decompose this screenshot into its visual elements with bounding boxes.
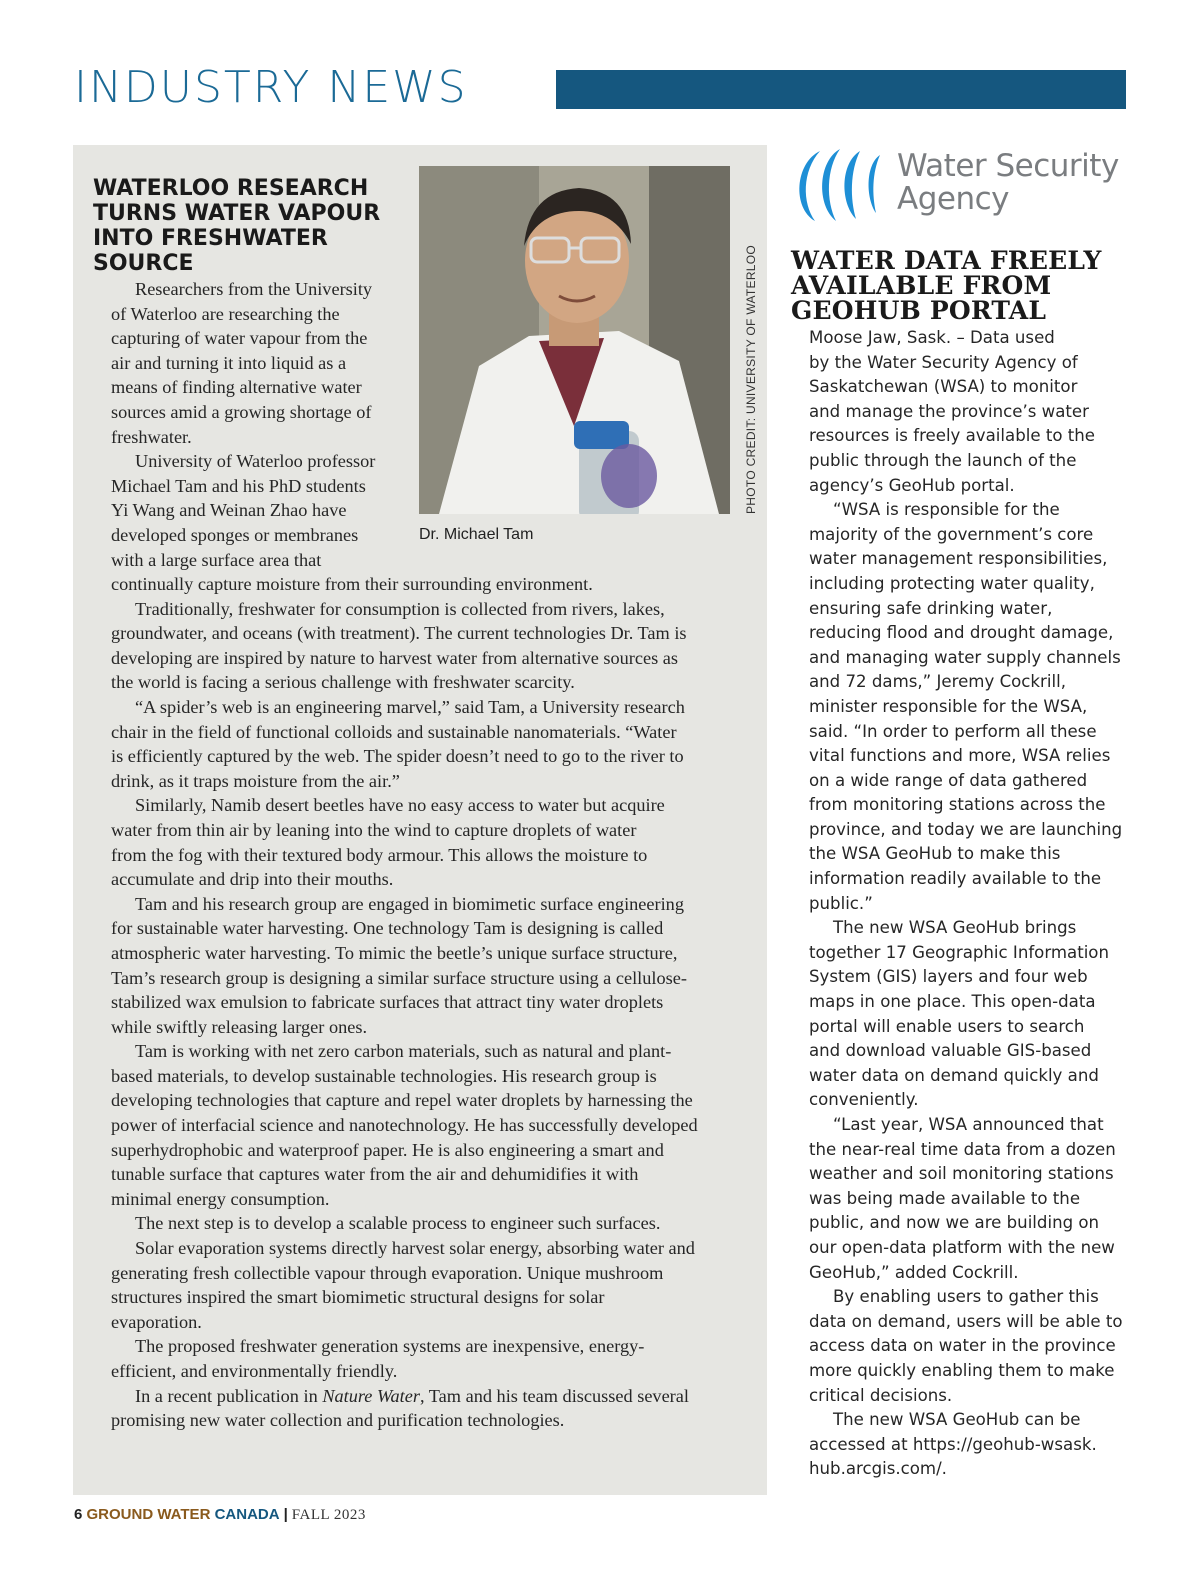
body-line: and download valuable GIS-based [809, 1041, 1092, 1061]
body-line: promising new water collection and purification technologies. [111, 1410, 565, 1431]
photo-illustration [419, 166, 730, 514]
body-line: hub.arcgis.com/. [809, 1459, 947, 1479]
magazine-brand-part2: CANADA [214, 1506, 280, 1523]
body-line: conveniently. [809, 1090, 919, 1110]
left-article-body-text [111, 572, 756, 1433]
last-para-before: In a recent publication in [135, 1385, 323, 1406]
body-line: said. “In order to perform all these [809, 721, 1097, 741]
body-line: water from thin air by leaning into the wind to capture droplets of water [111, 819, 637, 840]
body-line: developing are inspired by nature to harvest water from alternative sources as [111, 647, 679, 668]
body-line: means of finding alternative water [111, 377, 362, 398]
body-line: “Last year, WSA announced that [833, 1115, 1104, 1134]
body-line: continually capture moisture from their surrounding environment. [111, 574, 593, 594]
body-line: on a wide range of data gathered [809, 770, 1088, 790]
publication-name: Nature Water [322, 1385, 420, 1406]
body-line: agency’s GeoHub portal. [809, 475, 1015, 495]
body-line: was being made available to the [809, 1188, 1081, 1208]
body-line: of Waterloo are researching the [111, 303, 340, 324]
last-para-after: , Tam and his team discussed several [419, 1385, 689, 1406]
body-line: By enabling users to gather this [833, 1287, 1099, 1307]
body-line: water data on demand quickly and [809, 1065, 1099, 1085]
body-line: Traditionally, freshwater for consumption is collected from rivers, lakes, [135, 598, 665, 619]
body-line: minimal energy consumption. [111, 1188, 330, 1209]
wsa-logo-icon [790, 143, 900, 228]
body-line: is efficiently captured by the web. The spider doesn’t need to go to the river to [111, 746, 684, 767]
wsa-logo-line: Water Security [897, 148, 1119, 184]
body-line: with a large surface area that [111, 549, 322, 570]
body-line: air and turning it into liquid as a [111, 352, 347, 373]
body-line: atmospheric water harvesting. To mimic the beetle’s unique surface structure, [111, 942, 678, 963]
body-line: groundwater, and oceans (with treatment). The current technologies Dr. Tam is [111, 623, 687, 644]
body-line: information readily available to the [809, 869, 1102, 889]
body-line: Tam is working with net zero carbon materials, such as natural and plant- [135, 1041, 672, 1062]
body-line: capturing of water vapour from the [111, 328, 368, 349]
body-line: power of interfacial science and nanotechnology. He has successfully developed [111, 1115, 698, 1136]
body-line: data on demand, users will be able to [809, 1311, 1123, 1331]
body-line: minister responsible for the WSA, [809, 696, 1088, 716]
body-line: reducing flood and drought damage, [809, 623, 1114, 643]
body-line: freshwater. [111, 426, 192, 447]
body-line: together 17 Geographic Information [809, 942, 1109, 962]
body-line: while swiftly releasing larger ones. [111, 1016, 368, 1037]
left-article-headline: WATERLOO RESEARCH TURNS WATER VAPOUR INTO FRESHWATER SOURCE [93, 176, 381, 276]
body-line: System (GIS) layers and four web [809, 967, 1088, 987]
left-article-intro-text [111, 277, 411, 572]
body-line: evaporation. [111, 1311, 202, 1332]
body-line: resources is freely available to the [809, 426, 1095, 446]
body-line: portal will enable users to search [809, 1016, 1085, 1036]
body-line: access data on water in the province [809, 1336, 1116, 1356]
body-line: water management responsibilities, [809, 549, 1108, 569]
issue-date: FALL 2023 [291, 1507, 366, 1523]
body-line: based materials, to develop sustainable technologies. His research group is [111, 1065, 657, 1086]
body-line: the world is facing a serious challenge with freshwater scarcity. [111, 672, 575, 693]
section-title: INDUSTRY NEWS [74, 62, 468, 113]
body-line: and 72 dams,” Jeremy Cockrill, [809, 672, 1066, 692]
body-line: efficient, and environmentally friendly. [111, 1361, 398, 1381]
body-line: Tam’s research group is designing a similar surface structure using a cellulose- [111, 967, 687, 988]
right-article-headline: WATER DATA FREELY AVAILABLE FROM GEOHUB PORTAL [791, 246, 1102, 325]
photo-credit: PHOTO CREDIT: UNIVERSITY OF WATERLOO [744, 244, 758, 514]
body-line: “WSA is responsible for the [833, 500, 1060, 520]
body-line: The new WSA GeoHub can be [833, 1410, 1081, 1430]
body-line: developed sponges or membranes [111, 524, 359, 545]
body-line: and managing water supply channels [809, 647, 1121, 667]
magazine-brand-part1: GROUND WATER [86, 1506, 211, 1523]
body-line: Researchers from the University [135, 279, 373, 299]
body-line: majority of the government’s core [809, 524, 1094, 544]
body-line: vital functions and more, WSA relies [809, 746, 1111, 766]
body-line: “A spider’s web is an engineering marvel,” said Tam, a University research [135, 696, 685, 717]
body-line: Saskatchewan (WSA) to monitor [809, 377, 1078, 397]
body-line: weather and soil monitoring stations [809, 1164, 1114, 1184]
body-line: drink, as it traps moisture from the air.” [111, 770, 400, 791]
footer-separator: | [283, 1506, 288, 1523]
body-line: accessed at https://geohub-wsask. [809, 1434, 1097, 1454]
body-line: Yi Wang and Weinan Zhao have [111, 500, 347, 521]
body-line: our open-data platform with the new [809, 1237, 1115, 1257]
body-line: University of Waterloo professor [135, 451, 376, 472]
body-line: critical decisions. [809, 1385, 953, 1405]
body-line: sources amid a growing shortage of [111, 401, 372, 422]
body-line: from the fog with their textured body armour. This allows the moisture to [111, 844, 648, 865]
body-line: public, and now we are building on [809, 1213, 1100, 1233]
page-number: 6 [74, 1506, 83, 1523]
body-line: Moose Jaw, Sask. – Data used [809, 328, 1055, 347]
body-line: and manage the province’s water [809, 401, 1089, 421]
body-line: The proposed freshwater generation systems are inexpensive, energy- [135, 1336, 645, 1357]
body-line: chair in the field of functional colloids and sustainable nanomaterials. “Water [111, 721, 677, 742]
body-line: Solar evaporation systems directly harvest solar energy, absorbing water and [135, 1238, 695, 1259]
photo-caption: Dr. Michael Tam [419, 526, 534, 543]
wsa-logo-line: Agency [897, 181, 1009, 217]
body-line: Tam and his research group are engaged in biomimetic surface engineering [135, 893, 684, 914]
body-line: tunable surface that captures water from the air and dehumidifies it with [111, 1164, 639, 1185]
page-footer [74, 1504, 366, 1526]
body-line: The new WSA GeoHub brings [833, 918, 1077, 938]
body-line: by the Water Security Agency of [809, 352, 1078, 372]
body-line: stabilized wax emulsion to fabricate surfaces that attract tiny water droplets [111, 992, 664, 1013]
body-line: The next step is to develop a scalable process to engineer such surfaces. [135, 1213, 661, 1234]
body-line: the WSA GeoHub to make this [809, 844, 1061, 864]
wsa-logo-text [897, 150, 1119, 216]
portrait-photo [419, 166, 730, 514]
body-line: ensuring safe drinking water, [809, 598, 1053, 618]
body-lines [111, 572, 756, 1384]
body-line: Similarly, Namib desert beetles have no easy access to water but acquire [135, 795, 665, 816]
body-line: for sustainable water harvesting. One technology Tam is designing is called [111, 918, 664, 939]
body-line: generating fresh collectible vapour through evaporation. Unique mushroom [111, 1262, 664, 1283]
body-line: more quickly enabling them to make [809, 1360, 1115, 1380]
body-line: from monitoring stations across the [809, 795, 1106, 815]
body-line: maps in one place. This open-data [809, 992, 1096, 1012]
body-line: province, and today we are launching [809, 819, 1123, 839]
body-line: including protecting water quality, [809, 573, 1095, 593]
body-line: public through the launch of the [809, 450, 1077, 470]
body-line: Michael Tam and his PhD students [111, 475, 366, 496]
body-line: GeoHub,” added Cockrill. [809, 1262, 1019, 1282]
body-line: the near-real time data from a dozen [809, 1139, 1116, 1159]
body-line: superhydrophobic and waterproof paper. He is also engineering a smart and [111, 1139, 664, 1160]
body-line: structures inspired the smart biomimetic structural designs for solar [111, 1287, 605, 1308]
body-line: accumulate and drip into their mouths. [111, 869, 394, 890]
body-line [111, 1384, 756, 1409]
body-line: developing technologies that capture and repel water droplets by harnessing the [111, 1090, 693, 1111]
header-bar [556, 70, 1126, 109]
right-article-body-text [809, 326, 1129, 1482]
body-line: public.” [809, 893, 873, 913]
